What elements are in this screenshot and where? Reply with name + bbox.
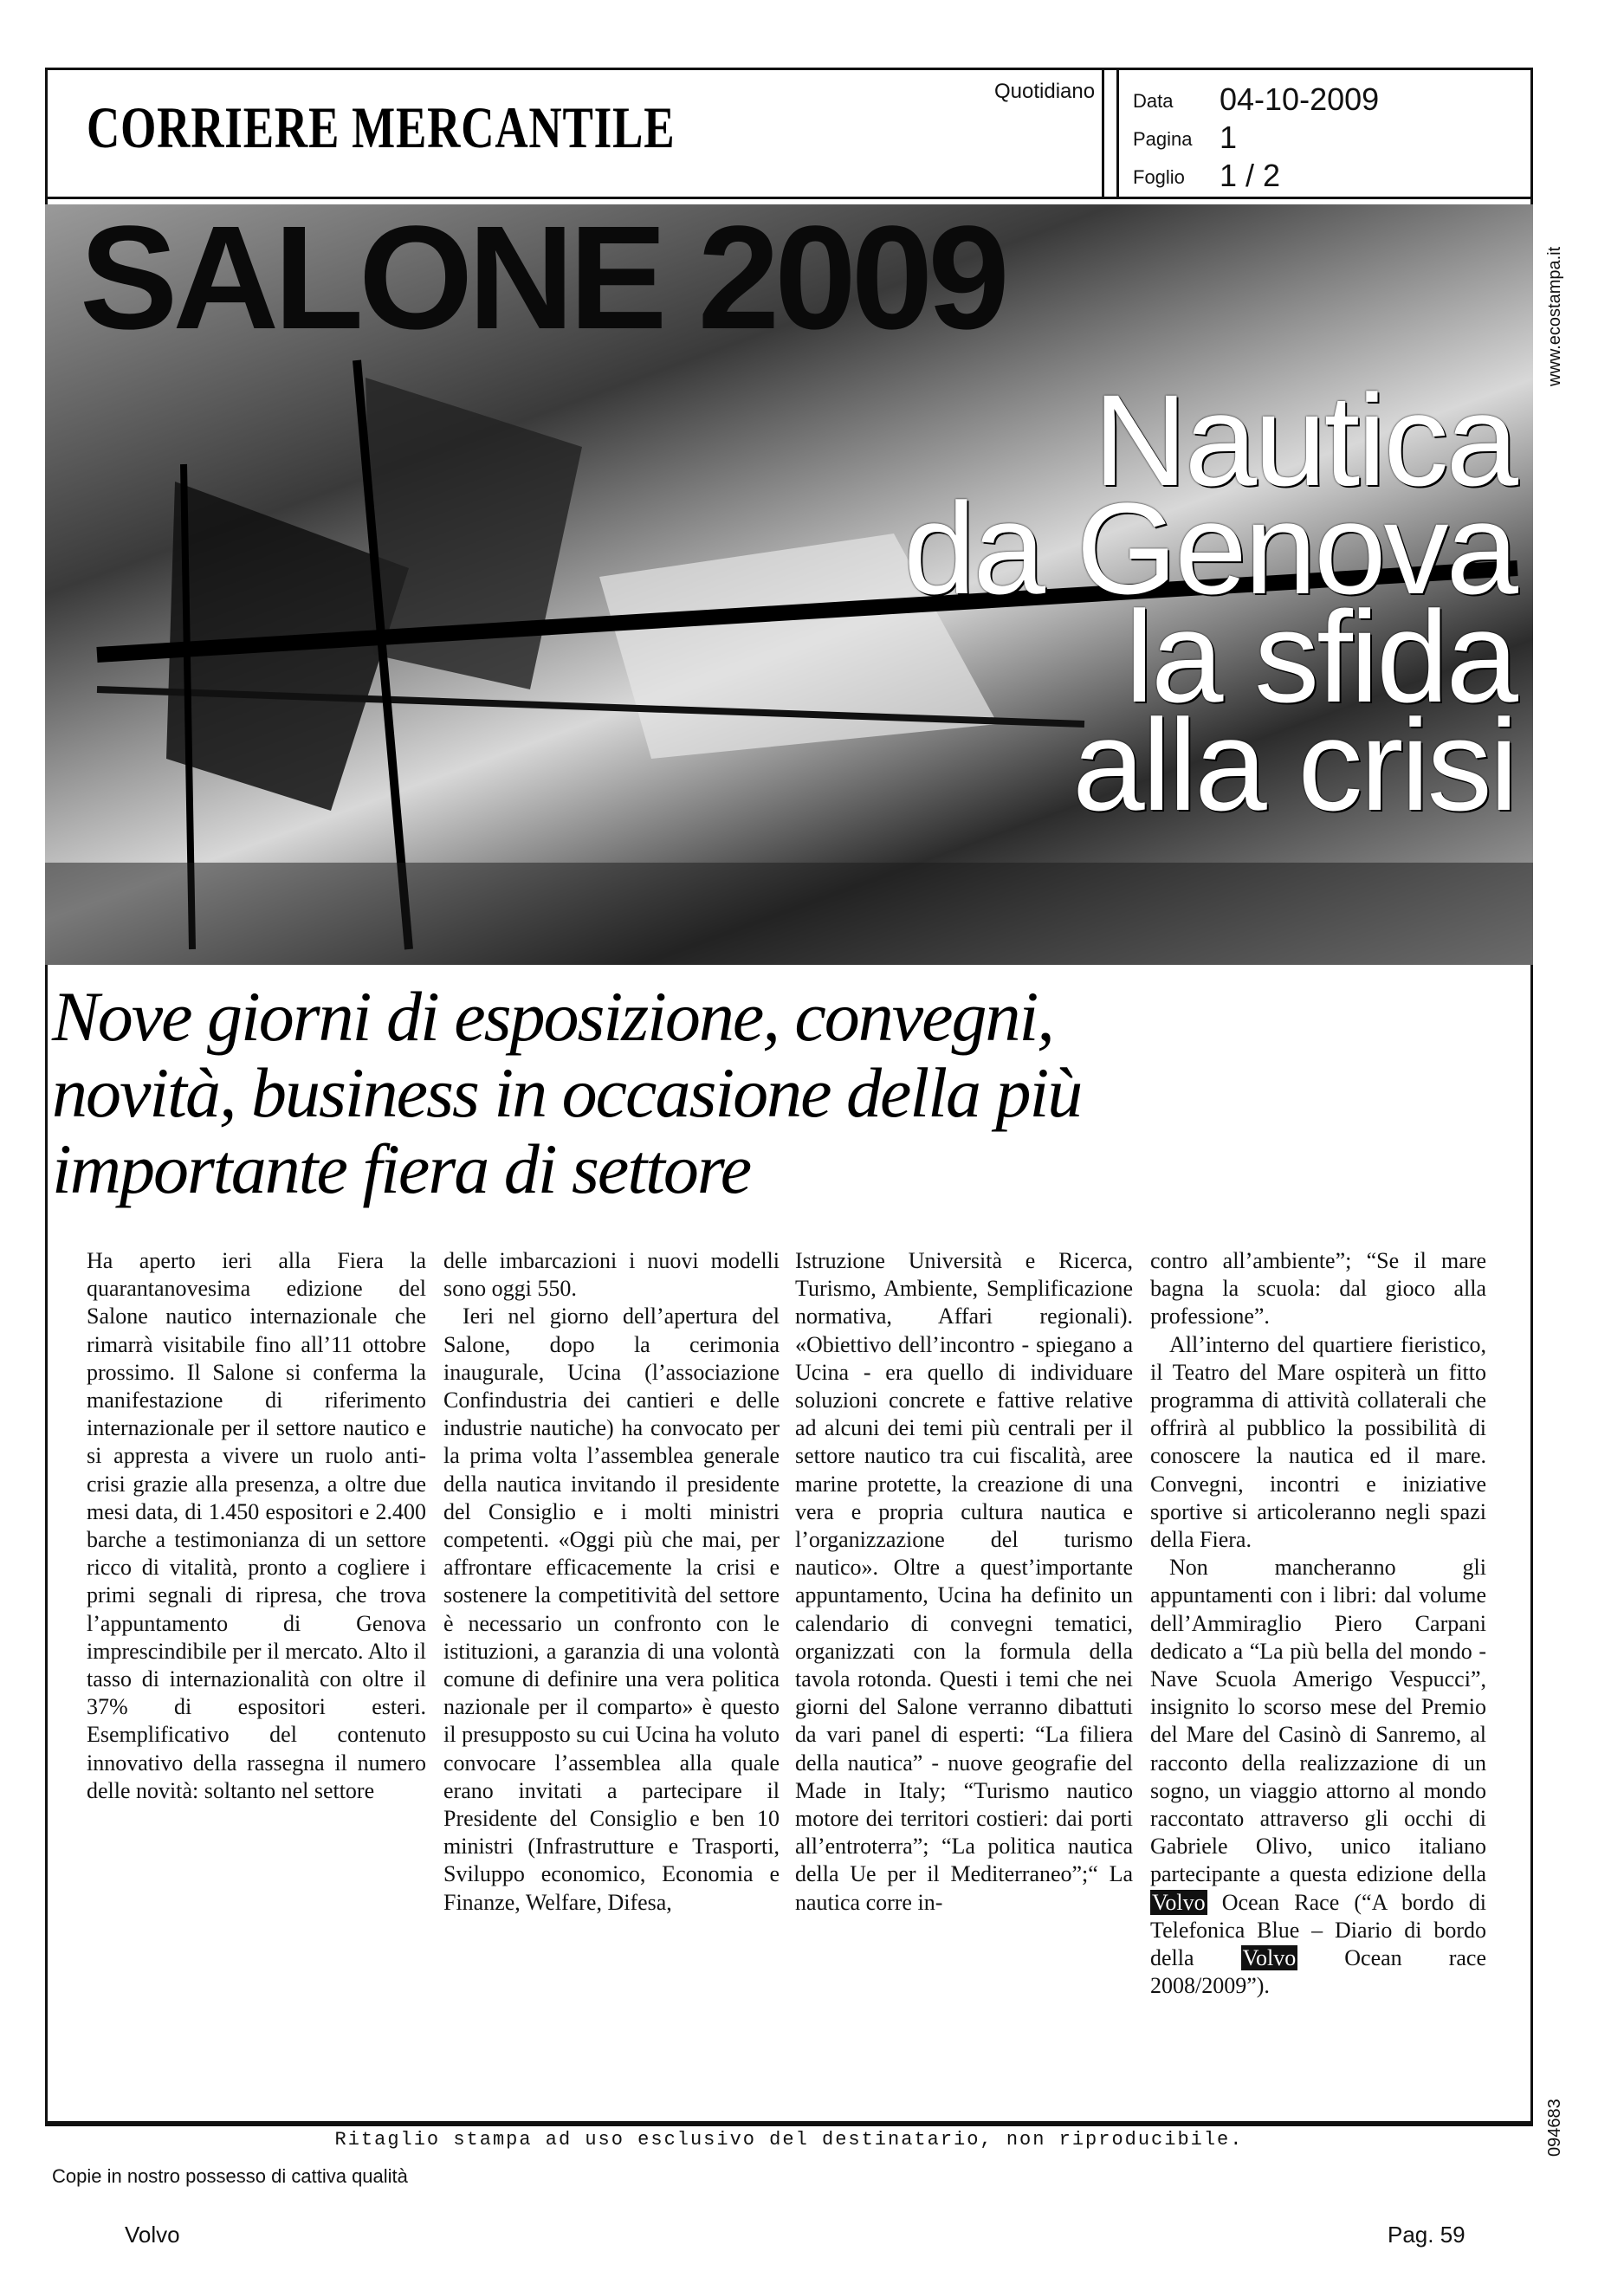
brand-label: Volvo xyxy=(125,2222,180,2248)
column-4-text-c-mid: Ocean Race (“A bordo di Telefonica Blue – Diario di bordo della xyxy=(1150,1889,1487,1971)
column-4-text-a: contro all’ambiente”; “Se il mare bagna la scuola: dal gioco alla professione”. xyxy=(1150,1248,1486,1329)
pagina-value: 1 xyxy=(1220,120,1238,155)
foglio-label: Foglio xyxy=(1133,166,1185,188)
cover-photo xyxy=(45,204,1533,965)
subheadline: Nove giorni di esposizione, convegni, novità, business in occasione della più importante fiera di settore xyxy=(52,977,1082,1208)
headline-line-3: la sfida xyxy=(1124,584,1516,729)
volvo-highlight-2: Volvo xyxy=(1242,1945,1297,1971)
column-4-text-b: All’interno del quartiere fieristico, il Teatro del Mare ospiterà un fitto programma di attività collaterali che offrirà al pubblico la possibilità di conoscere la nautica ed il mare. Convegni, incontri e iniziative sportive si articoleranno negli spazi della Fiera. xyxy=(1150,1331,1486,1553)
website-text: www.ecostampa.it xyxy=(1545,246,1564,386)
photo-headline xyxy=(903,367,1516,838)
headline-line-4: alla crisi xyxy=(1072,692,1516,838)
volvo-highlight-1: Volvo xyxy=(1152,1889,1206,1915)
column-1 xyxy=(87,1247,426,1805)
data-value: 04-10-2009 xyxy=(1220,81,1380,117)
pagina-label: Pagina xyxy=(1133,128,1193,150)
column-2 xyxy=(443,1247,780,1917)
column-2-text-b: Ieri nel giorno dell’apertura del Salone, dopo la cerimonia inaugurale, Ucina (l’associazione Confindustria dei cantieri e delle industrie nautiche) ha convocato per la prima volta l’assemblea generale della nautica invitando il presidente del Consiglio e i molti ministri competenti. «Oggi più che mai, per affrontare efficacemente la crisi e sostenere la competitività del settore è necessario un confronto con le istituzioni, a garanzia di una volontà comune di definire una vera politica nazionale per il comparto» è questo il presupposto su cui Ucina ha voluto convocare l’assemblea alla quale erano invitati a partecipare il Presidente del Consiglio e ben 10 ministri (Infrastrutture e Trasporti, Sviluppo economico, Economia e Finanze, Welfare, Difesa, xyxy=(443,1303,780,1915)
header xyxy=(45,68,1533,199)
column-1-text: Ha aperto ieri alla Fiera la quarantanovesima edizione del Salone nautico internazionale che rimarrà visitabile fino all’11 ottobre prossimo. Il Salone si conferma la manifestazione di riferimento internazionale per il settore nautico e si appresta a vivere un ruolo anti-crisi grazie alla presenza, a oltre due mesi data, di 1.450 espositori e 2.400 barche a testimonianza di un settore ricco di vitalità, pronto a cogliere i primi segnali di ripresa, che trova l’appuntamento di Genova imprescindibile per il mercato. Alto il tasso di internazionalità con oltre il 37% di espositori esteri. Esemplificativo del contenuto innovativo della rassegna il numero delle novità: soltanto nel settore xyxy=(87,1248,426,1803)
column-4-text-c-pre: Non mancheranno gli appuntamenti con i libri: dal volume dell’Ammiraglio Piero Carpani dedicato a “La più bella del mondo - Nave Scuola Amerigo Vespucci”, insignito lo scorso mese del Premio del Mare del Casinò di Sanremo, al racconto della realizzazione di un sogno, un viaggio attorno al mondo raccontato attraverso gli occhi di Gabriele Olivo, unico italiano partecipante a questa edizione della xyxy=(1150,1555,1486,1887)
code-text: 094683 xyxy=(1545,2099,1564,2157)
ritaglio-notice: Ritaglio stampa ad uso esclusivo del destinatario, non riproducibile. xyxy=(334,2129,1244,2151)
footer-divider xyxy=(45,2124,1533,2126)
foglio-value: 1 / 2 xyxy=(1220,158,1281,193)
column-2-text-a: delle imbarcazioni i nuovi modelli sono oggi 550. xyxy=(443,1248,780,1302)
column-4-text-c xyxy=(1150,1554,1486,2000)
masthead: CORRIERE MERCANTILE xyxy=(87,94,676,160)
quality-note: Copie in nostro possesso di cattiva qualità xyxy=(52,2165,408,2187)
column-4-text-c-end: Ocean race 2008/2009”). xyxy=(1150,1945,1486,1999)
column-4 xyxy=(1150,1247,1486,2000)
publication-type: Quotidiano xyxy=(994,80,1096,103)
meta-divider xyxy=(1102,68,1119,199)
data-label: Data xyxy=(1133,90,1174,112)
photo-title: SALONE 2009 xyxy=(80,204,1005,360)
page-number: Pag. 59 xyxy=(1388,2222,1465,2248)
headline-line-1: Nautica xyxy=(1093,367,1516,513)
column-3-text: Istruzione Università e Ricerca, Turismo, Ambiente, Semplificazione normativa, Affari regionali). «Obiettivo dell’incontro - spiegano a Ucina - era quello di individuare soluzioni concrete e fattive relative ad alcuni dei temi più centrali per il settore nautico tra cui fiscalità, aree marine protette, la creazione di una vera e propria cultura nautica e l’organizzazione del turismo nautico». Oltre a quest’importante appuntamento, Ucina ha definito un calendario di convegni tematici, organizzati con la formula della tavola rotonda. Questi i temi che nei giorni del Salone verranno dibattuti da vari panel di esperti: “La filiera della nautica” - nuove geografie del Made in Italy; “Turismo nautico motore dei territori costieri: dai porti all’entroterra”; “La politica nautica della Ue per il Mediterraneo”;“ La nautica corre in- xyxy=(795,1248,1133,1915)
website-vertical xyxy=(1542,213,1573,386)
headline-line-2: da Genova xyxy=(903,475,1516,621)
column-3 xyxy=(795,1247,1133,1917)
